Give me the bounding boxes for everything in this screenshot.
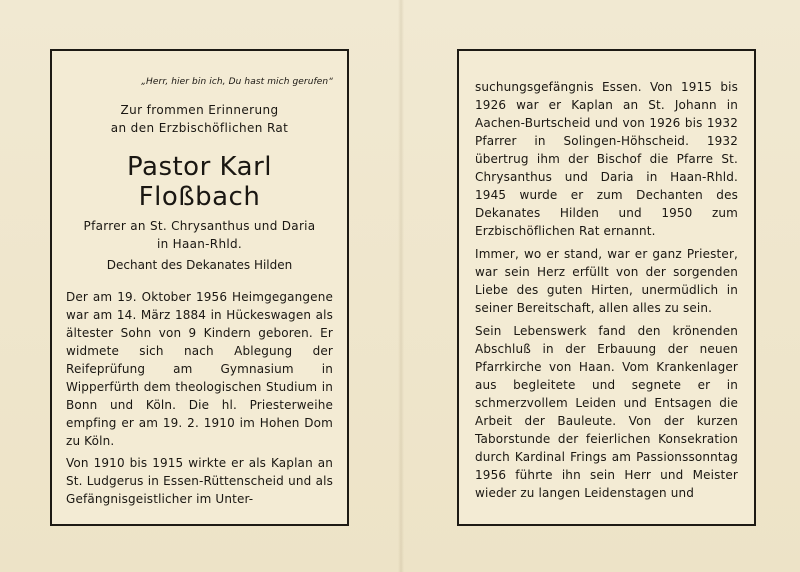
left-panel: [50, 49, 349, 526]
intro-line-2: an den Erzbischöflichen Rat: [110, 121, 289, 135]
biography-paragraph-5: Sein Lebenswerk fand den krönenden Abschluß in der Erbauung der neuen Pfarrkirche von Haan. Vom Krankenlager aus begleitete und segnete er in schmerzvollem Leiden und Entsagen die Arbeit der Bauleute. Von der kurzen Taborstunde der feierlichen Konsekration durch Kardinal Frings am Passionssonntag 1956 führte ihn sein Herr und Meister wieder zu langen Leidenstagen und: [475, 324, 738, 500]
office-line-2: in Haan-Rhld.: [156, 237, 243, 251]
motto-quote: „Herr, hier bin ich, Du hast mich gerufen“: [141, 77, 333, 87]
biography-paragraph-3: suchungsgefängnis Essen. Von 1915 bis 1926 war er Kaplan an St. Johann in Aachen-Burtscheid und von 1926 bis 1932 Pfarrer in Solingen-Höhscheid. 1932 übertrug ihm der Bischof die Pfarre St. Chrysanthus und Daria in Haan-Rhld. 1945 wurde er zum Dechanten des Dekanates Hilden und 1950 zum Erzbischöflichen Rat ernannt.: [475, 80, 738, 238]
biography-paragraph-2: Von 1910 bis 1915 wirkte er als Kaplan an St. Ludgerus in Essen-Rüttenscheid und als Gefängnisgeistlicher im Unter-: [66, 456, 333, 506]
center-fold: [398, 0, 404, 572]
right-panel: [457, 49, 756, 526]
deceased-name: Pastor Karl Floßbach: [127, 152, 272, 212]
intro-line-1: Zur frommen Erinnerung: [120, 103, 279, 117]
office-line-1: Pfarrer an St. Chrysanthus und Daria: [83, 219, 316, 233]
biography-paragraph-1: Der am 19. Oktober 1956 Heimgegangene war am 14. März 1884 in Hückeswagen als ältester Sohn von 9 Kindern geboren. Er widmete sich nach Ablegung der Reifeprüfung am Gymnasium in Wipperfürth dem theologischen Studium in Bonn und Köln. Die hl. Priesterweihe empfing er am 19. 2. 1910 im Hohen Dom zu Köln.: [66, 290, 333, 448]
dean-title: Dechant des Dekanates Hilden: [106, 258, 293, 272]
biography-paragraph-4: Immer, wo er stand, war er ganz Priester, war sein Herz erfüllt von der sorgenden Liebe des guten Hirten, unermüdlich in seiner Bereitschaft, allen alles zu sein.: [475, 247, 738, 315]
